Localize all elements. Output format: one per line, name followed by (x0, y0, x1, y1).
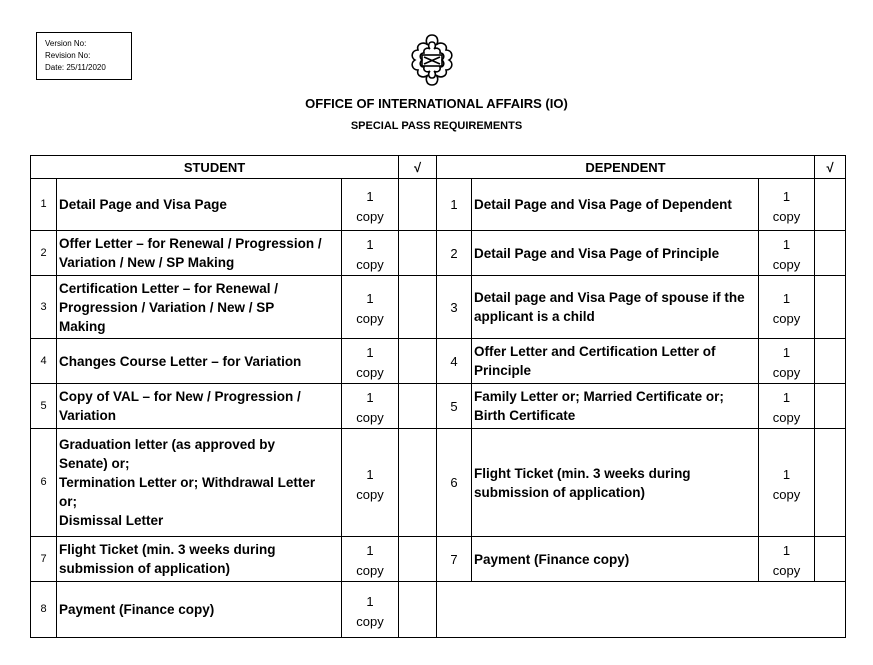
dependent-item-number: 3 (437, 276, 472, 339)
requirement-text-line: Changes Course Letter – for Variation (59, 353, 302, 369)
student-copy-count (342, 276, 399, 339)
dependent-copy-count (759, 276, 815, 339)
requirement-text-line: Birth Certificate (474, 408, 576, 423)
version-number: Version No: (45, 39, 87, 48)
copy-count: 1 (366, 345, 374, 360)
copy-label: copy (772, 486, 801, 502)
dependent-copy-count (759, 231, 815, 276)
requirement-text-line: Flight Ticket (min. 3 weeks during (59, 542, 276, 557)
copy-label: copy (356, 613, 384, 629)
requirement-text-line: Offer Letter – for Renewal / Progression / (59, 236, 322, 251)
dependent-requirement (472, 276, 759, 339)
copy-count: 1 (366, 543, 374, 558)
student-checkbox-cell[interactable] (399, 429, 437, 537)
dependent-item-number: 4 (437, 339, 472, 384)
copy-count: 1 (782, 345, 791, 360)
student-item-number: 1 (31, 179, 57, 231)
requirement-text-line: Family Letter or; Married Certificate or; (474, 389, 724, 404)
dependent-requirement (472, 384, 759, 429)
empty-dependent-cell (437, 582, 846, 638)
requirement-text-line: Offer Letter and Certification Letter of (474, 344, 716, 359)
table-row (31, 179, 846, 231)
student-item-number: 6 (31, 429, 57, 537)
student-checkbox-cell[interactable] (399, 276, 437, 339)
student-copy-count (342, 582, 399, 638)
copy-label: copy (356, 563, 384, 578)
copy-label: copy (356, 208, 384, 224)
page-subtitle: SPECIAL PASS REQUIREMENTS (350, 120, 523, 132)
table-row (31, 231, 846, 276)
copy-label: copy (772, 410, 801, 425)
student-copy-count (342, 231, 399, 276)
copy-label: copy (772, 208, 801, 224)
requirement-text-line: Graduation letter (as approved by (59, 437, 276, 452)
dependent-copy-count (759, 179, 815, 231)
dependent-copy-count (759, 384, 815, 429)
version-box (36, 32, 132, 80)
requirement-text-line: Detail Page and Visa Page of Principle (474, 245, 720, 261)
requirement-text-line: Flight Ticket (min. 3 weeks during (474, 465, 691, 481)
requirement-text-line: submission of application) (474, 484, 646, 500)
copy-label: copy (356, 410, 384, 425)
dependent-item-number: 5 (437, 384, 472, 429)
requirement-text-line: Detail Page and Visa Page of Dependent (474, 197, 732, 212)
copy-count: 1 (782, 466, 791, 482)
dependent-column-header: DEPENDENT (437, 156, 815, 179)
student-copy-count (342, 179, 399, 231)
requirement-text-line: applicant is a child (474, 309, 595, 324)
university-logo-icon (401, 32, 463, 88)
requirement-text-line: Copy of VAL – for New / Progression / (59, 389, 301, 404)
requirement-text-line: or; (59, 494, 77, 509)
copy-count: 1 (782, 291, 791, 306)
copy-label: copy (356, 311, 384, 326)
dependent-checkbox-cell[interactable] (815, 429, 846, 537)
table-header-row (31, 156, 846, 179)
dependent-item-number: 1 (437, 179, 472, 231)
copy-label: copy (772, 257, 801, 272)
student-item-number: 8 (31, 582, 57, 638)
copy-label: copy (356, 257, 384, 272)
dependent-copy-count (759, 339, 815, 384)
dependent-checkbox-cell[interactable] (815, 537, 846, 582)
student-requirement (57, 276, 342, 339)
student-copy-count (342, 339, 399, 384)
requirement-text-line: Detail page and Visa Page of spouse if the (474, 290, 745, 305)
dependent-item-number: 2 (437, 231, 472, 276)
student-requirement (57, 179, 342, 231)
requirement-text-line: Termination Letter or; Withdrawal Letter (59, 475, 316, 490)
requirement-text-line: Payment (Finance copy) (59, 602, 215, 617)
copy-count: 1 (782, 237, 791, 252)
requirement-text-line: Payment (Finance copy) (474, 551, 630, 567)
student-item-number: 2 (31, 231, 57, 276)
dependent-item-number: 7 (437, 537, 472, 582)
dependent-item-number: 6 (437, 429, 472, 537)
revision-number: Revision No: (45, 51, 91, 60)
copy-count: 1 (366, 593, 374, 609)
student-checkbox-cell[interactable] (399, 582, 437, 638)
requirement-text-line: Variation / New / SP Making (59, 255, 235, 270)
student-checkbox-cell[interactable] (399, 384, 437, 429)
requirements-table (30, 155, 846, 638)
dependent-copy-count (759, 537, 815, 582)
dependent-copy-count (759, 429, 815, 537)
document-date: Date: 25/11/2020 (45, 63, 106, 72)
copy-count: 1 (782, 543, 791, 558)
student-item-number: 4 (31, 339, 57, 384)
requirement-text-line: Dismissal Letter (59, 513, 164, 528)
copy-label: copy (356, 365, 384, 380)
dependent-check-header: √ (815, 156, 846, 179)
table-row (31, 429, 846, 537)
dependent-requirement (472, 339, 759, 384)
student-check-header: √ (399, 156, 437, 179)
student-requirement (57, 231, 342, 276)
dependent-requirement (472, 429, 759, 537)
table-row (31, 537, 846, 582)
copy-count: 1 (366, 237, 374, 252)
student-requirement (57, 582, 342, 638)
requirement-text-line: Making (59, 318, 106, 334)
requirement-text-line: Progression / Variation / New / SP (59, 299, 275, 315)
student-copy-count (342, 537, 399, 582)
dependent-checkbox-cell[interactable] (815, 276, 846, 339)
copy-count: 1 (782, 390, 791, 405)
student-checkbox-cell[interactable] (399, 537, 437, 582)
table-row (31, 276, 846, 339)
student-item-number: 3 (31, 276, 57, 339)
copy-count: 1 (366, 188, 374, 204)
table-row (31, 384, 846, 429)
copy-label: copy (356, 486, 384, 502)
student-item-number: 5 (31, 384, 57, 429)
student-requirement (57, 537, 342, 582)
copy-count: 1 (366, 291, 374, 306)
student-checkbox-cell[interactable] (399, 179, 437, 231)
dependent-requirement (472, 537, 759, 582)
page-title: OFFICE OF INTERNATIONAL AFFAIRS (IO) (305, 96, 568, 111)
table-row (31, 339, 846, 384)
dependent-requirement (472, 231, 759, 276)
student-copy-count (342, 384, 399, 429)
student-checkbox-cell[interactable] (399, 339, 437, 384)
student-column-header: STUDENT (31, 156, 399, 179)
student-copy-count (342, 429, 399, 537)
student-requirement (57, 384, 342, 429)
table-row (31, 582, 846, 638)
requirement-text-line: Certification Letter – for Renewal / (59, 280, 279, 296)
student-requirement (57, 339, 342, 384)
requirement-text-line: Principle (474, 363, 532, 378)
copy-label: copy (772, 563, 801, 578)
dependent-requirement (472, 179, 759, 231)
dependent-checkbox-cell[interactable] (815, 384, 846, 429)
student-checkbox-cell[interactable] (399, 231, 437, 276)
requirement-text-line: Variation (59, 408, 117, 423)
dependent-checkbox-cell[interactable] (815, 231, 846, 276)
student-item-number: 7 (31, 537, 57, 582)
requirement-text-line: Senate) or; (59, 456, 130, 471)
student-requirement (57, 429, 342, 537)
dependent-checkbox-cell[interactable] (815, 339, 846, 384)
copy-count: 1 (366, 390, 374, 405)
dependent-checkbox-cell[interactable] (815, 179, 846, 231)
copy-label: copy (772, 311, 801, 326)
requirement-text-line: submission of application) (59, 561, 231, 576)
requirement-text-line: Detail Page and Visa Page (59, 197, 227, 212)
copy-label: copy (772, 365, 801, 380)
copy-count: 1 (366, 466, 374, 482)
copy-count: 1 (782, 188, 791, 204)
